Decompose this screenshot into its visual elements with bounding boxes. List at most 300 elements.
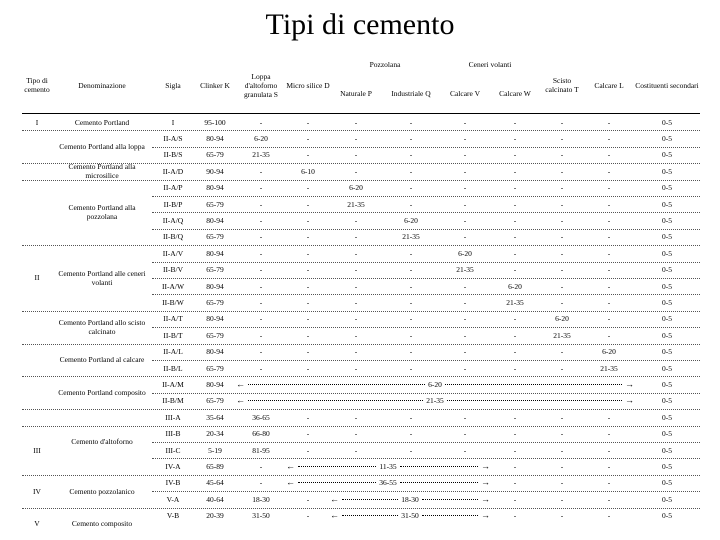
header-ceneri-v: Calcare V	[449, 88, 481, 98]
denominazione-label: Cemento d'altoforno	[71, 437, 133, 447]
value-cell: -	[560, 199, 564, 209]
value-cell: 21-35	[402, 232, 420, 242]
value-cell: 65-89	[206, 462, 224, 472]
denominazione-label: Cemento Portland alla microsilice	[68, 162, 136, 181]
value-cell: 6-10	[301, 166, 315, 176]
value-cell: 0-5	[662, 134, 672, 144]
arrow-left-icon: ←	[286, 477, 295, 488]
value-cell: 0-5	[662, 494, 672, 504]
value-cell: -	[607, 117, 611, 127]
value-cell: -	[513, 462, 517, 472]
value-cell: -	[306, 150, 310, 160]
arrow-left-icon: ←	[236, 395, 245, 406]
value-cell: -	[409, 166, 413, 176]
range-span	[286, 475, 490, 491]
denominazione-label: Cemento Portland alla loppa	[59, 142, 145, 152]
value-cell: 0-5	[662, 511, 672, 521]
value-cell: -	[513, 150, 517, 160]
value-cell: -	[409, 445, 413, 455]
group-label: V	[34, 519, 40, 529]
arrow-right-icon: →	[481, 477, 490, 488]
value-cell: 65-79	[206, 199, 224, 209]
row-separator	[22, 426, 700, 427]
value-cell: -	[463, 232, 467, 242]
value-cell: 0-5	[662, 462, 672, 472]
sigla-cell: V-B	[166, 511, 180, 521]
header-ceneri-w: Calcare W	[499, 88, 531, 98]
value-cell: -	[354, 281, 358, 291]
sigla-cell: II-B/L	[163, 363, 183, 373]
value-cell: -	[306, 429, 310, 439]
value-cell: 80-94	[206, 134, 224, 144]
row-separator	[22, 130, 700, 131]
row-separator	[152, 212, 700, 213]
span-dotted-line	[342, 499, 398, 500]
value-cell: -	[463, 150, 467, 160]
value-cell: 65-79	[206, 396, 224, 406]
arrow-left-icon: ←	[236, 379, 245, 390]
value-cell: 6-20	[602, 347, 616, 357]
span-dotted-line	[342, 515, 398, 516]
value-cell: -	[306, 494, 310, 504]
value-cell: -	[513, 511, 517, 521]
value-cell: -	[409, 265, 413, 275]
value-cell: -	[463, 298, 467, 308]
value-cell: 5-19	[208, 445, 222, 455]
row-separator	[152, 393, 700, 394]
value-cell: -	[463, 166, 467, 176]
value-cell: -	[560, 166, 564, 176]
value-cell: -	[259, 232, 263, 242]
value-cell: -	[607, 199, 611, 209]
value-cell: -	[560, 134, 564, 144]
value-cell: -	[354, 232, 358, 242]
span-dotted-line	[422, 515, 478, 516]
value-cell: -	[354, 150, 358, 160]
sigla-cell: II-A/M	[162, 380, 184, 390]
value-cell: -	[259, 330, 263, 340]
value-cell: 6-20	[555, 314, 569, 324]
value-cell: -	[513, 166, 517, 176]
value-cell: -	[259, 265, 263, 275]
value-cell: -	[560, 150, 564, 160]
row-separator	[152, 442, 700, 443]
value-cell: 36-65	[252, 412, 270, 422]
arrow-right-icon: →	[481, 493, 490, 504]
value-cell: 6-20	[254, 134, 268, 144]
sigla-cell: II-A/T	[163, 314, 183, 324]
value-cell: -	[513, 478, 517, 488]
sigla-cell: II-B/W	[162, 298, 184, 308]
value-cell: 0-5	[662, 150, 672, 160]
value-cell: -	[306, 134, 310, 144]
row-separator	[152, 294, 700, 295]
row-separator	[22, 376, 700, 377]
value-cell: -	[306, 330, 310, 340]
denominazione-label: Cemento Portland al calcare	[59, 355, 145, 365]
cement-types-table	[22, 56, 700, 530]
value-cell: -	[354, 330, 358, 340]
header-pozzolana-industriale: Industriale Q	[391, 88, 431, 98]
value-cell: -	[354, 314, 358, 324]
value-cell: 65-79	[206, 265, 224, 275]
value-cell: -	[463, 117, 467, 127]
value-cell: -	[259, 478, 263, 488]
value-cell: -	[463, 314, 467, 324]
group-label: I	[35, 117, 39, 127]
value-cell: 0-5	[662, 478, 672, 488]
value-cell: 0-5	[662, 363, 672, 373]
value-cell: 20-34	[206, 429, 224, 439]
value-cell: -	[306, 216, 310, 226]
value-cell: -	[306, 347, 310, 357]
range-span	[286, 458, 490, 474]
value-cell: 45-64	[206, 478, 224, 488]
value-cell: -	[306, 281, 310, 291]
value-cell: -	[306, 445, 310, 455]
value-cell: -	[607, 298, 611, 308]
sigla-cell: V-A	[166, 494, 180, 504]
value-cell: -	[409, 150, 413, 160]
value-cell: -	[409, 429, 413, 439]
row-separator	[22, 344, 700, 345]
value-cell: -	[259, 117, 263, 127]
span-value: 18-30	[401, 494, 419, 504]
value-cell: 18-30	[252, 494, 270, 504]
value-cell: -	[354, 117, 358, 127]
value-cell: -	[560, 265, 564, 275]
value-cell: 0-5	[662, 216, 672, 226]
value-cell: 6-20	[404, 216, 418, 226]
row-separator	[152, 278, 700, 279]
value-cell: -	[513, 363, 517, 373]
value-cell: -	[409, 330, 413, 340]
sigla-cell: I	[171, 117, 175, 127]
value-cell: -	[259, 281, 263, 291]
row-separator	[152, 360, 700, 361]
value-cell: -	[513, 429, 517, 439]
sigla-cell: III-C	[165, 445, 181, 455]
value-cell: -	[409, 134, 413, 144]
sigla-cell: II-B/M	[162, 396, 184, 406]
value-cell: 0-5	[662, 248, 672, 258]
value-cell: 0-5	[662, 396, 672, 406]
value-cell: -	[513, 330, 517, 340]
value-cell: -	[354, 363, 358, 373]
header-calcare: Calcare L	[594, 80, 624, 90]
value-cell: 90-94	[206, 166, 224, 176]
range-span	[236, 393, 634, 409]
row-separator	[22, 245, 700, 246]
value-cell: -	[607, 183, 611, 193]
denominazione-label: Cemento Portland alle ceneri volanti	[58, 268, 146, 287]
span-dotted-line	[447, 400, 622, 401]
value-cell: -	[513, 216, 517, 226]
value-cell: 21-35	[553, 330, 571, 340]
value-cell: -	[607, 478, 611, 488]
value-cell: 21-35	[347, 199, 365, 209]
value-cell: -	[560, 445, 564, 455]
value-cell: 80-94	[206, 248, 224, 258]
arrow-right-icon: →	[625, 395, 634, 406]
row-separator	[152, 327, 700, 328]
value-cell: -	[354, 216, 358, 226]
sigla-cell: II-B/Q	[163, 232, 183, 242]
value-cell: -	[560, 117, 564, 127]
value-cell: -	[560, 216, 564, 226]
row-separator	[22, 409, 700, 410]
value-cell: 0-5	[662, 429, 672, 439]
value-cell: -	[607, 265, 611, 275]
value-cell: -	[607, 150, 611, 160]
value-cell: -	[306, 298, 310, 308]
value-cell: 0-5	[662, 347, 672, 357]
value-cell: -	[409, 298, 413, 308]
value-cell: 21-35	[252, 150, 270, 160]
value-cell: 65-79	[206, 330, 224, 340]
sigla-cell: II-A/Q	[162, 216, 184, 226]
value-cell: -	[259, 183, 263, 193]
span-dotted-line	[298, 466, 376, 467]
value-cell: -	[409, 281, 413, 291]
denominazione-label: Cemento Portland composito	[58, 388, 146, 398]
value-cell: -	[306, 265, 310, 275]
header-clinker: Clinker K	[200, 80, 230, 90]
value-cell: -	[513, 183, 517, 193]
span-dotted-line	[248, 400, 423, 401]
value-cell: 81-95	[252, 445, 270, 455]
span-value: 21-35	[426, 396, 444, 406]
value-cell: -	[259, 248, 263, 258]
value-cell: -	[607, 494, 611, 504]
value-cell: -	[259, 199, 263, 209]
span-value: 36-55	[379, 478, 397, 488]
range-span	[330, 491, 490, 507]
sigla-cell: II-B/V	[163, 265, 183, 275]
value-cell: -	[306, 183, 310, 193]
value-cell: -	[513, 265, 517, 275]
value-cell: -	[560, 232, 564, 242]
value-cell: -	[354, 298, 358, 308]
value-cell: -	[409, 183, 413, 193]
value-cell: -	[409, 314, 413, 324]
value-cell: 0-5	[662, 445, 672, 455]
value-cell: -	[306, 363, 310, 373]
value-cell: 80-94	[206, 314, 224, 324]
header-scisto: Scisto calcinato T	[545, 76, 579, 94]
value-cell: -	[560, 281, 564, 291]
value-cell: 80-94	[206, 183, 224, 193]
value-cell: -	[463, 445, 467, 455]
value-cell: -	[409, 347, 413, 357]
value-cell: -	[607, 232, 611, 242]
denominazione-label: Cemento Portland	[74, 117, 130, 127]
value-cell: -	[607, 314, 611, 324]
span-dotted-line	[422, 499, 478, 500]
row-separator	[22, 180, 700, 181]
value-cell: -	[259, 314, 263, 324]
value-cell: 0-5	[662, 166, 672, 176]
row-separator	[152, 262, 700, 263]
value-cell: -	[607, 248, 611, 258]
value-cell: 0-5	[662, 199, 672, 209]
arrow-left-icon: ←	[330, 510, 339, 521]
value-cell: -	[607, 445, 611, 455]
value-cell: 0-5	[662, 281, 672, 291]
value-cell: -	[463, 363, 467, 373]
value-cell: -	[409, 199, 413, 209]
row-separator	[22, 311, 700, 312]
arrow-left-icon: ←	[330, 493, 339, 504]
value-cell: -	[513, 134, 517, 144]
value-cell: 65-79	[206, 150, 224, 160]
sigla-cell: IV-B	[165, 478, 181, 488]
value-cell: -	[560, 363, 564, 373]
value-cell: -	[607, 429, 611, 439]
arrow-right-icon: →	[625, 379, 634, 390]
value-cell: -	[513, 347, 517, 357]
sigla-cell: III-A	[165, 412, 181, 422]
span-dotted-line	[445, 384, 622, 385]
denominazione-label: Cemento Portland allo scisto calcinato	[58, 318, 146, 337]
span-value: 31-50	[401, 511, 419, 521]
value-cell: -	[607, 511, 611, 521]
value-cell: -	[354, 429, 358, 439]
value-cell: -	[463, 134, 467, 144]
value-cell: -	[409, 248, 413, 258]
header-loppa: Loppa d'altoforno granulata S	[244, 71, 278, 99]
value-cell: -	[560, 429, 564, 439]
page-title: Tipi di cemento	[265, 8, 455, 41]
value-cell: -	[560, 412, 564, 422]
value-cell: 35-64	[206, 412, 224, 422]
value-cell: -	[513, 494, 517, 504]
value-cell: -	[354, 347, 358, 357]
header-ceneri-volanti: Ceneri volanti	[468, 59, 512, 69]
value-cell: -	[354, 412, 358, 422]
sigla-cell: II-B/P	[163, 199, 183, 209]
value-cell: -	[306, 314, 310, 324]
sigla-cell: II-B/T	[163, 330, 183, 340]
value-cell: -	[513, 232, 517, 242]
value-cell: -	[560, 248, 564, 258]
value-cell: -	[513, 199, 517, 209]
span-dotted-line	[400, 482, 478, 483]
value-cell: 80-94	[206, 281, 224, 291]
value-cell: 6-20	[458, 248, 472, 258]
value-cell: 0-5	[662, 232, 672, 242]
span-value: 6-20	[428, 380, 442, 390]
value-cell: 0-5	[662, 183, 672, 193]
value-cell: 21-35	[456, 265, 474, 275]
value-cell: 21-35	[506, 298, 524, 308]
value-cell: -	[560, 478, 564, 488]
header-tipo: Tipo di cemento	[24, 76, 50, 94]
group-label: IV	[33, 486, 41, 496]
value-cell: -	[560, 183, 564, 193]
range-span	[236, 376, 634, 392]
value-cell: -	[560, 298, 564, 308]
span-value: 11-35	[379, 462, 397, 472]
arrow-left-icon: ←	[286, 461, 295, 472]
sigla-cell: III-B	[165, 429, 181, 439]
range-span	[330, 508, 490, 524]
row-separator	[152, 147, 700, 148]
value-cell: -	[607, 216, 611, 226]
value-cell: -	[607, 166, 611, 176]
value-cell: 95-100	[204, 117, 226, 127]
value-cell: 65-79	[206, 232, 224, 242]
value-cell: -	[463, 429, 467, 439]
value-cell: 0-5	[662, 117, 672, 127]
value-cell: 65-79	[206, 298, 224, 308]
value-cell: -	[259, 363, 263, 373]
value-cell: -	[463, 412, 467, 422]
value-cell: -	[409, 117, 413, 127]
sigla-cell: II-A/P	[163, 183, 183, 193]
value-cell: 6-20	[508, 281, 522, 291]
value-cell: -	[463, 216, 467, 226]
row-separator	[22, 475, 700, 476]
value-cell: -	[306, 199, 310, 209]
value-cell: -	[354, 134, 358, 144]
value-cell: -	[607, 330, 611, 340]
value-cell: 6-20	[349, 183, 363, 193]
value-cell: -	[306, 248, 310, 258]
value-cell: -	[354, 166, 358, 176]
value-cell: 0-5	[662, 314, 672, 324]
sigla-cell: II-A/S	[163, 134, 183, 144]
value-cell: -	[463, 199, 467, 209]
value-cell: -	[259, 298, 263, 308]
value-cell: -	[306, 511, 310, 521]
sigla-cell: II-A/L	[163, 347, 183, 357]
value-cell: -	[259, 216, 263, 226]
value-cell: 80-94	[206, 347, 224, 357]
value-cell: -	[354, 445, 358, 455]
value-cell: -	[560, 347, 564, 357]
value-cell: -	[409, 363, 413, 373]
denominazione-label: Cemento Portland alla pozzolana	[68, 203, 136, 222]
value-cell: -	[607, 462, 611, 472]
value-cell: -	[607, 412, 611, 422]
sigla-cell: IV-A	[165, 462, 181, 472]
row-separator	[22, 508, 700, 509]
value-cell: 0-5	[662, 380, 672, 390]
value-cell: -	[259, 462, 263, 472]
value-cell: 21-35	[600, 363, 618, 373]
header-pozzolana-naturale: Naturale P	[340, 88, 372, 98]
value-cell: -	[607, 281, 611, 291]
value-cell: -	[306, 232, 310, 242]
value-cell: -	[607, 134, 611, 144]
value-cell: 0-5	[662, 412, 672, 422]
value-cell: -	[513, 248, 517, 258]
value-cell: -	[259, 347, 263, 357]
value-cell: -	[463, 330, 467, 340]
row-separator	[152, 458, 700, 459]
span-dotted-line	[400, 466, 478, 467]
value-cell: 0-5	[662, 298, 672, 308]
value-cell: 31-50	[252, 511, 270, 521]
value-cell: -	[513, 445, 517, 455]
value-cell: -	[513, 412, 517, 422]
value-cell: 40-64	[206, 494, 224, 504]
value-cell: -	[513, 117, 517, 127]
value-cell: -	[560, 462, 564, 472]
sigla-cell: II-A/W	[161, 281, 185, 291]
group-label: III	[33, 445, 41, 455]
